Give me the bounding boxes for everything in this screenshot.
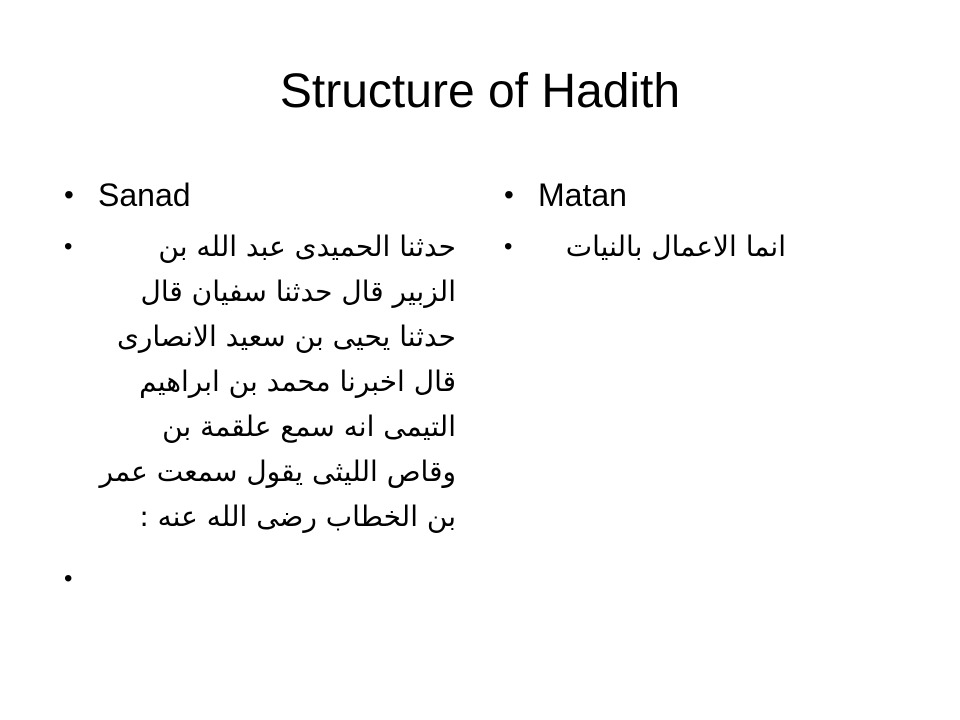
empty-bullet-item [60,557,470,601]
sanad-column [60,166,470,601]
bullet-icon: • [504,179,514,210]
sanad-heading-item [60,166,470,224]
matan-text-item [500,224,900,269]
bullet-icon: • [64,233,73,260]
matan-heading: Matan [538,177,627,213]
matan-heading-item [500,166,900,224]
slide-title: Structure of Hadith [279,65,681,118]
matan-column [500,166,900,269]
sanad-text-item [60,224,470,539]
matan-text: انما الاعمال بالنيات [565,230,786,263]
bullet-icon: • [504,233,513,260]
bullet-icon: • [64,179,74,210]
bullet-icon: • [64,565,73,592]
sanad-text: حدثنا الحميدى عبد الله بن الزبير قال حدثنا سفيان قال حدثنا يحيى بن سعيد الانصارى قال اخبرنا محمد بن ابراهيم التيمى انه سمع علقمة بن وقاص الليثى يقول سمعت عمر بن الخطاب رضى الله عنه : [99,230,456,533]
sanad-heading: Sanad [98,177,191,213]
